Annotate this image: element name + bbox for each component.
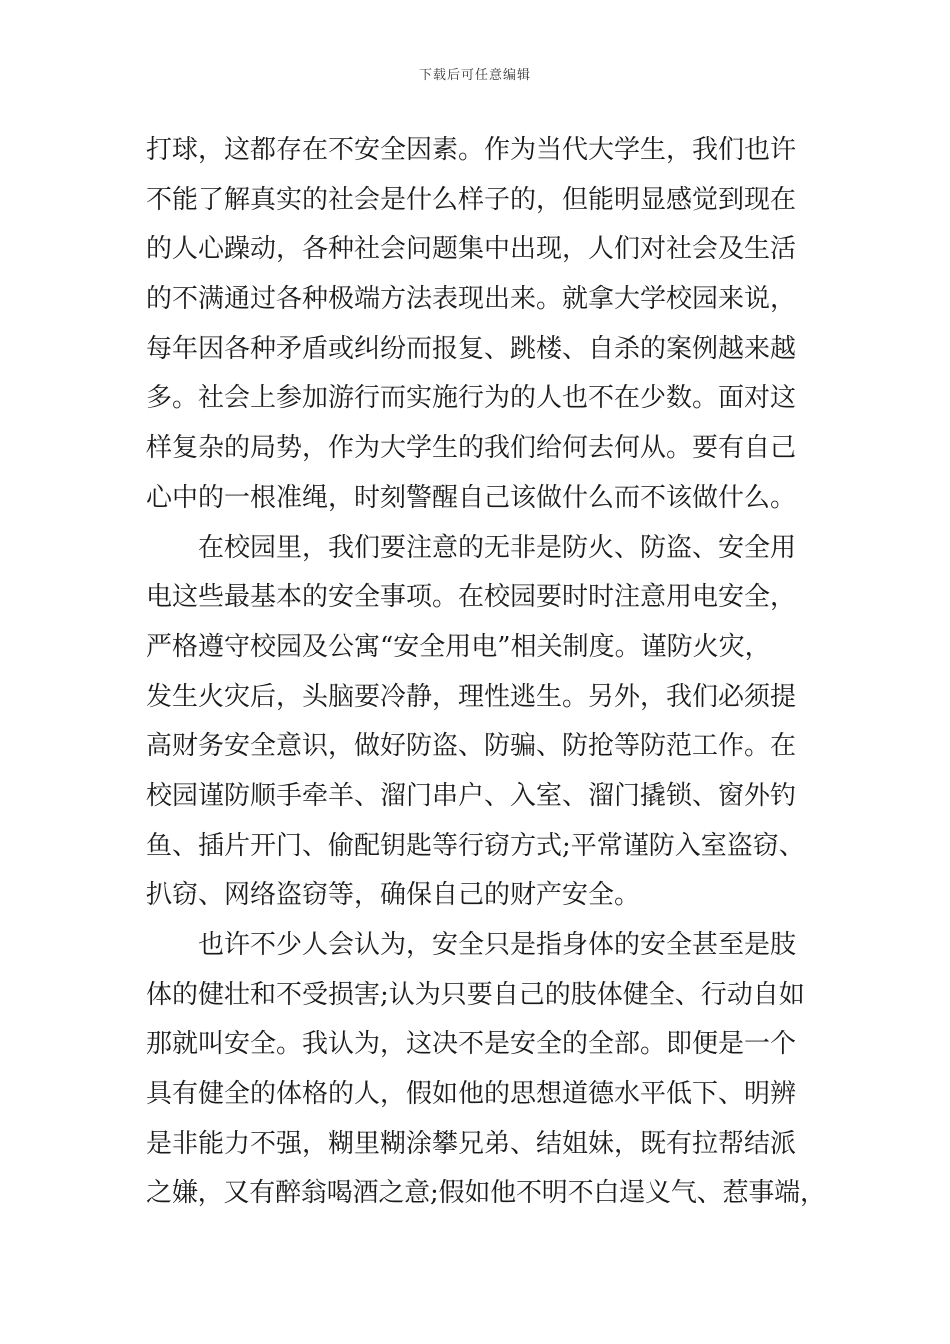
document-body [146, 126, 826, 1219]
text-line: 心中的一根准绳，时刻警醒自己该做什么而不该做什么。 [146, 482, 797, 513]
text-line: 发生火灾后，头脑要冷静，理性逃生。另外，我们必须提 [146, 681, 797, 712]
text-line: 具有健全的体格的人，假如他的思想道德水平低下、明辨 [146, 1079, 797, 1110]
text-line: 扒窃、网络盗窃等，确保自己的财产安全。 [146, 880, 641, 911]
text-line: 的不满通过各种极端方法表现出来。就拿大学校园来说， [146, 284, 797, 315]
text-line: 那就叫安全。我认为，这决不是安全的全部。即便是一个 [146, 1029, 797, 1060]
text-line: 多。社会上参加游行而实施行为的人也不在少数。面对这 [146, 383, 797, 414]
text-line: 之嫌，又有醉翁喝酒之意;假如他不明不白逞义气、惹事端， [146, 1178, 826, 1209]
text-line: 体的健壮和不受损害;认为只要自己的肢体健全、行动自如 [146, 979, 805, 1010]
text-line: 每年因各种矛盾或纠纷而报复、跳楼、自杀的案例越来越 [146, 333, 797, 364]
text-line: 在校园里，我们要注意的无非是防火、防盗、安全用 [198, 532, 797, 563]
text-line: 不能了解真实的社会是什么样子的，但能明显感觉到现在 [146, 184, 797, 215]
text-line: 样复杂的局势，作为大学生的我们给何去何从。要有自己 [146, 433, 797, 464]
text-line: 电这些最基本的安全事项。在校园要时时注意用电安全， [146, 582, 797, 613]
text-line: 严格遵守校园及公寓“安全用电”相关制度。谨防火灾， [146, 631, 771, 662]
text-line: 的人心躁动，各种社会问题集中出现，人们对社会及生活 [146, 234, 797, 265]
text-line: 鱼、插片开门、偷配钥匙等行窃方式;平常谨防入室盗窃、 [146, 830, 805, 861]
text-line: 是非能力不强，糊里糊涂攀兄弟、结姐妹，既有拉帮结派 [146, 1128, 797, 1159]
text-line: 校园谨防顺手牵羊、溜门串户、入室、溜门撬锁、窗外钓 [146, 780, 797, 811]
text-line: 也许不少人会认为，安全只是指身体的安全甚至是肢 [198, 930, 797, 960]
text-line: 打球，这都存在不安全因素。作为当代大学生，我们也许 [146, 135, 797, 165]
page-header-note: 下载后可任意编辑 [418, 68, 531, 83]
text-line: 高财务安全意识，做好防盗、防骗、防抢等防范工作。在 [146, 731, 797, 762]
